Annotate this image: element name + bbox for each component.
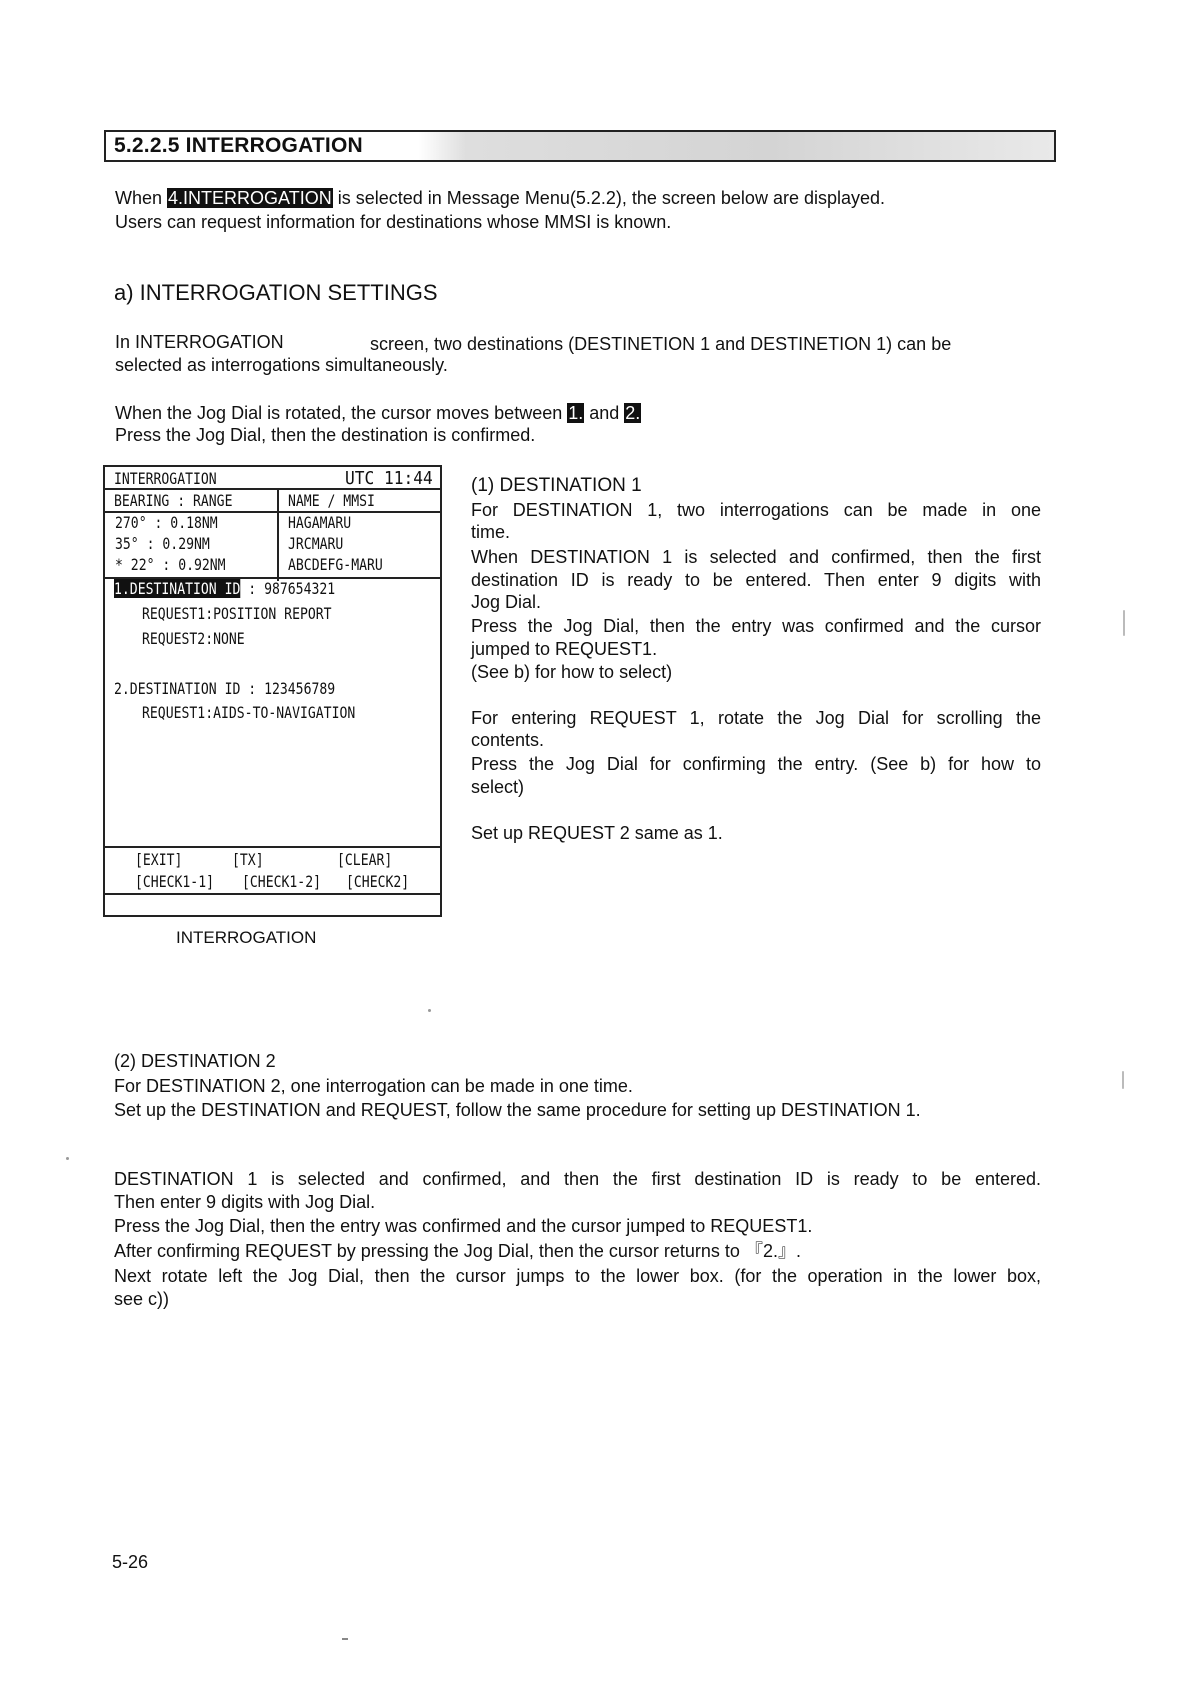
menu-item-badge: 4.INTERROGATION [168, 188, 332, 208]
final-para-line: see c)) [114, 1289, 170, 1309]
destination-1-request-1[interactable]: REQUEST1:POSITION REPORT [142, 604, 332, 623]
para2-mid: and [584, 403, 625, 423]
target-row-bearing[interactable]: * 22° : 0.92NM [115, 555, 226, 574]
final-para-line: After confirming REQUEST by pressing the Jog Dial, then the cursor returns to 『2.』. [114, 1241, 801, 1261]
destination-1-text: contents. [471, 730, 545, 750]
page-number: 5-26 [112, 1552, 149, 1572]
final-para-line: DESTINATION 1 is selected and confirmed, and then the first destination ID is ready to be entered. [114, 1169, 1041, 1189]
settings-para-1-line2: selected as interrogations simultaneously. [115, 355, 448, 375]
destination-2-text: For DESTINATION 2, one interrogation can be made in one time. [114, 1076, 633, 1096]
destination-1-text: For entering REQUEST 1, rotate the Jog Dial for scrolling the [471, 708, 1041, 728]
final-para-line: Then enter 9 digits with Jog Dial. [114, 1192, 376, 1212]
destination-2-text: Set up the DESTINATION and REQUEST, follow the same procedure for setting up DESTINATION 1. [114, 1100, 921, 1120]
tx-button[interactable]: [TX] [232, 850, 264, 869]
destination-1-text: When DESTINATION 1 is selected and confirmed, then the first [471, 547, 1041, 567]
destination-1-heading: (1) DESTINATION 1 [471, 475, 642, 496]
divider [105, 846, 440, 848]
intro-text-pre: When [115, 188, 168, 208]
destination-2-heading: (2) DESTINATION 2 [114, 1051, 276, 1071]
settings-para-3: Press the Jog Dial, then the destination is confirmed. [115, 425, 536, 445]
final-para-line: Next rotate left the Jog Dial, then the cursor jumps to the lower box. (for the operation in the lower box, [114, 1266, 1041, 1286]
column-bearing-range: BEARING : RANGE [114, 491, 233, 510]
destination-1-text: destination ID is ready to be entered. Then enter 9 digits with [471, 570, 1041, 590]
divider [105, 488, 440, 490]
destination-1-text: jumped to REQUEST1. [471, 639, 658, 659]
destination-1-text: Jog Dial. [471, 592, 542, 612]
settings-para-1-part1: In INTERROGATION [115, 332, 284, 352]
check-2-button[interactable]: [CHECK2] [346, 872, 410, 891]
target-row-bearing[interactable]: 35° : 0.29NM [115, 534, 210, 553]
screen-title: INTERROGATION [114, 469, 217, 488]
target-row-bearing[interactable]: 270° : 0.18NM [115, 513, 218, 532]
destination-2-request-1[interactable]: REQUEST1:AIDS-TO-NAVIGATION [142, 703, 356, 722]
scan-speck [66, 1157, 69, 1160]
target-row-name[interactable]: JRCMARU [288, 534, 344, 553]
target-row-name[interactable]: ABCDEFG-MARU [288, 555, 383, 574]
destination-2-row[interactable]: 2.DESTINATION ID : 123456789 [114, 679, 336, 698]
column-divider [277, 488, 279, 581]
para2-text: When the Jog Dial is rotated, the cursor moves between [115, 403, 568, 423]
intro-text-post: is selected in Message Menu(5.2.2), the screen below are displayed. [332, 188, 886, 208]
destination-1-row[interactable] [114, 579, 335, 598]
destination-1-text: select) [471, 777, 525, 797]
clear-button[interactable]: [CLEAR] [337, 850, 393, 869]
destination-1-cursor[interactable]: 1.DESTINATION ID [114, 579, 241, 598]
destination-1-id: : 987654321 [240, 579, 336, 598]
section-title: 5.2.2.5 INTERROGATION [114, 134, 363, 157]
final-para-line: Press the Jog Dial, then the entry was confirmed and the cursor jumped to REQUEST1. [114, 1216, 813, 1236]
key-1-badge: 1. [568, 403, 584, 423]
destination-1-text: Press the Jog Dial, then the entry was confirmed and the cursor [471, 616, 1041, 636]
column-name-mmsi: NAME / MMSI [288, 491, 375, 510]
intro-line-2: Users can request information for destinations whose MMSI is known. [115, 212, 672, 232]
screen-time: UTC 11:44 [345, 468, 433, 489]
destination-1-text: time. [471, 522, 511, 542]
target-row-name[interactable]: HAGAMARU [288, 513, 352, 532]
divider [105, 893, 440, 895]
settings-para-2 [115, 402, 641, 425]
scan-speck [1123, 610, 1125, 636]
intro-line-1 [115, 187, 885, 210]
destination-1-text: Press the Jog Dial for confirming the entry. (See b) for how to [471, 754, 1041, 774]
screen-caption: INTERROGATION [176, 928, 317, 947]
check-1-2-button[interactable]: [CHECK1-2] [242, 872, 321, 891]
scan-speck [1122, 1071, 1124, 1089]
key-2-badge: 2. [625, 403, 641, 423]
scan-speck [342, 1638, 348, 1640]
exit-button[interactable]: [EXIT] [135, 850, 183, 869]
destination-1-text: Set up REQUEST 2 same as 1. [471, 823, 723, 843]
destination-1-text: For DESTINATION 1, two interrogations can be made in one [471, 500, 1041, 520]
section-title-bar [104, 130, 1056, 162]
destination-1-text: (See b) for how to select) [471, 662, 673, 682]
subsection-heading: a) INTERROGATION SETTINGS [114, 280, 438, 305]
destination-1-request-2[interactable]: REQUEST2:NONE [142, 629, 245, 648]
scan-speck [428, 1009, 431, 1012]
check-1-1-button[interactable]: [CHECK1-1] [135, 872, 214, 891]
settings-para-1-part2: screen, two destinations (DESTINETION 1 and DESTINETION 1) can be [370, 334, 952, 354]
interrogation-screen [103, 465, 442, 917]
